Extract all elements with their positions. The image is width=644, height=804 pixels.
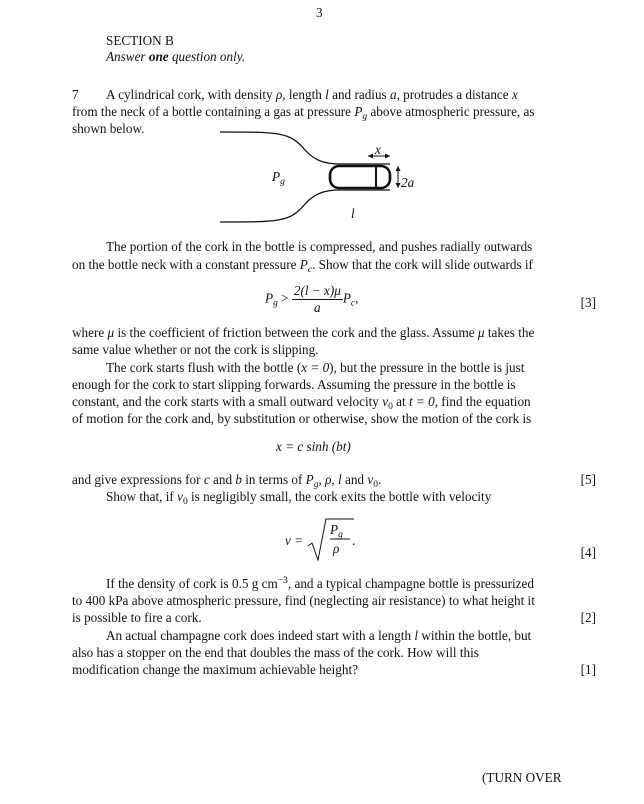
part2-line-4: enough for the cork to start slipping forwards. Assuming the pressure in the bottle is [72,377,516,392]
part3-eq-den: ρ [333,541,340,556]
part2-line-2: same value whether or not the cork is slipping. [72,342,319,357]
part3-eq-v: v = [285,533,304,548]
part3-eq-dot: . [352,533,356,548]
turn-over-footer: (TURN OVER [482,770,562,785]
part4-mark: [2] [580,610,596,625]
intro-line-1: A cylindrical cork, with density ρ, length l and radius a, protrudes a distance x [106,87,518,102]
part3-mark: [4] [580,545,596,560]
intro-line-2: from the neck of a bottle containing a gas at pressure $P_g$ above atmospheric pressure, as [72,104,535,122]
section-instruction: Answer one question only. [106,49,246,64]
part5-mark: [1] [580,662,596,677]
part1-line-1: The portion of the cork in the bottle is compressed, and pushes radially outwards [106,239,533,254]
part4-line-2: to 400 kPa above atmospheric pressure, find (neglecting air resistance) to what height it [72,593,535,608]
label-l: l [351,206,355,221]
part2-line-7: and give expressions for c and b in terms of $P_g$, ρ, l and $v_0$. [72,472,382,490]
label-x: x [375,142,381,157]
cork-body [330,166,390,188]
part1-mark: [3] [580,295,596,310]
part2-line-1: where μ is the coefficient of friction between the cork and the glass. Assume μ takes the [72,325,535,340]
section-title: SECTION B [106,33,174,48]
part5-line-2: also has a stopper on the end that doubles the mass of the cork. How will this [72,645,479,660]
question-number: 7 [72,87,79,102]
part3-line-1: Show that, if $v_0$ is negligibly small, the cork exits the bottle with velocity [106,489,492,507]
part2-line-3: The cork starts flush with the bottle (x = 0), but the pressure in the bottle is just [106,360,525,375]
part3-eq-num: $P_g$ [330,522,343,540]
intro-line-3: shown below. [72,121,145,136]
part1-line-2: on the bottle neck with a constant pressure $P_c$. Show that the cork will slide outwards if [72,257,533,275]
page-number: 3 [316,5,323,20]
part2-mark: [5] [580,472,596,487]
part1-equation: $P_g$ > $\frac{2(l - x)\mu}{a}$ $P_c$, [265,283,359,315]
label-pg: $P_g$ [272,169,285,187]
part2-line-5: constant, and the cork starts with a small outward velocity $v_0$ at t = 0, find the equation [72,394,531,412]
label-2a: 2a [401,175,415,190]
part2-equation: x = c sinh (bt) [276,439,351,454]
part2-line-6: of motion for the cork and, by substitution or otherwise, show the motion of the cork is [72,411,532,426]
part4-line-1: If the density of cork is 0.5 g $cm^{-3}$, and a typical champagne bottle is pressurized [106,576,534,591]
bottle-lower-wall [220,190,390,222]
part4-line-3: is possible to fire a cork. [72,610,202,625]
part5-line-1: An actual champagne cork does indeed start with a length l within the bottle, but [106,628,532,643]
bottle-upper-wall [220,132,390,164]
part5-line-3: modification change the maximum achievable height? [72,662,358,677]
